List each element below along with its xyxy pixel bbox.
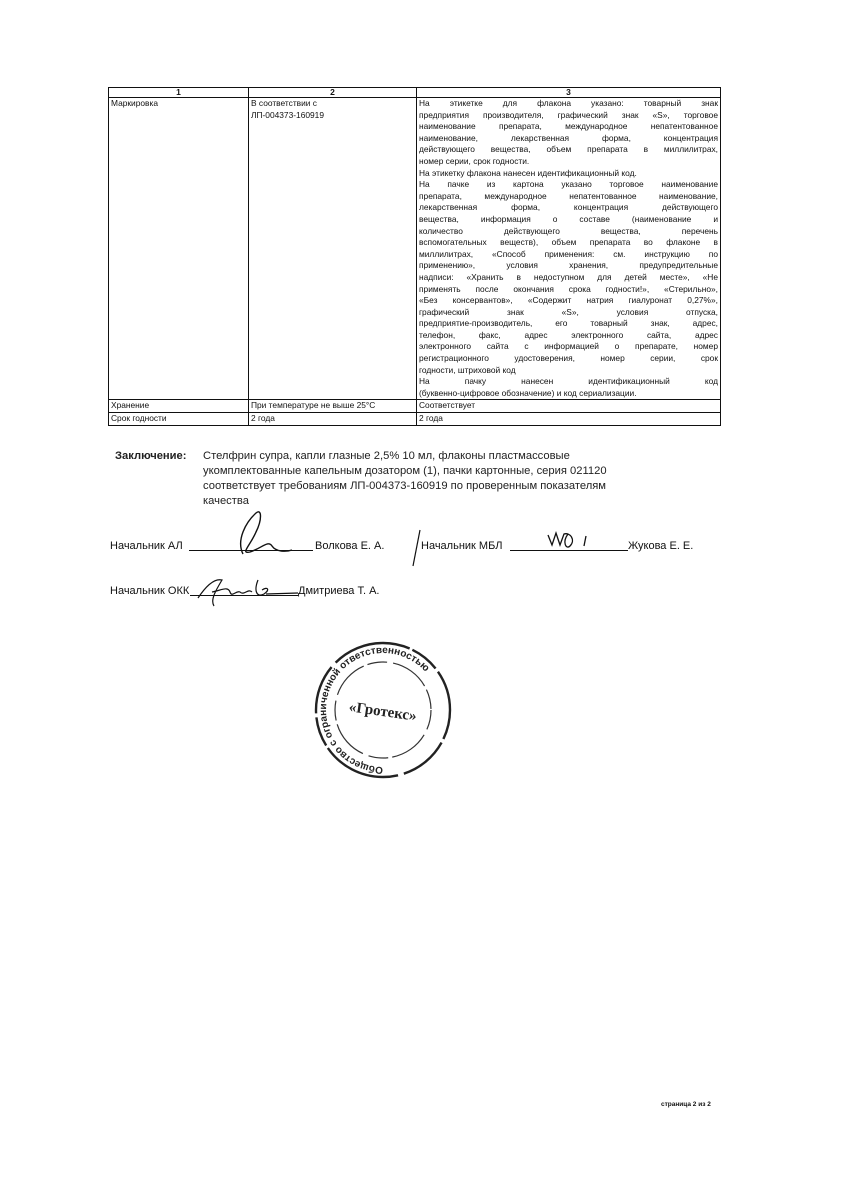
signature-name-mbl: Жукова Е. Е. bbox=[628, 540, 694, 552]
shelf-life-result: 2 года bbox=[417, 413, 721, 426]
table-row-shelf-life bbox=[109, 413, 721, 426]
result-line: (буквенно-цифровое обозначение) и код сериализации. bbox=[419, 387, 637, 398]
result-line: годности, штриховой код bbox=[419, 364, 516, 375]
result-line: количество действующего вещества, перечень bbox=[419, 225, 718, 236]
result-line: электронного сайта с информацией о препарате, номер bbox=[419, 341, 718, 352]
conclusion-text bbox=[203, 449, 663, 509]
result-line: лекарственная форма, концентрация действующего bbox=[419, 202, 718, 213]
conclusion-line: Стелфрин супра, капли глазные 2,5% 10 мл, флаконы пластмассовые bbox=[203, 450, 570, 462]
marking-result bbox=[417, 98, 721, 400]
conclusion-label: Заключение: bbox=[115, 450, 187, 462]
result-line: применению», условия хранения, предупредительные bbox=[419, 260, 718, 271]
result-line: наименование препарата, международное непатентованное bbox=[419, 121, 718, 132]
signature-name-okk: Дмитриева Т. А. bbox=[298, 585, 380, 597]
header-col-2: 2 bbox=[249, 88, 417, 98]
result-line: применять после окончания срока годности!», «Стерильно», bbox=[419, 283, 718, 294]
result-line: миллилитрах, «Способ применения: см. инструкцию по bbox=[419, 248, 718, 259]
result-line: «Без консервантов», «Содержит натрия гиалуронат 0,27%», bbox=[419, 295, 718, 306]
svg-text:«Гротекс»: «Гротекс» bbox=[347, 699, 418, 725]
storage-result: Соответствует bbox=[417, 400, 721, 413]
table-header-row bbox=[109, 88, 721, 98]
result-line: На пачку нанесен идентификационный код bbox=[419, 376, 718, 387]
storage-name: Хранение bbox=[109, 400, 249, 413]
signature-title-al: Начальник АЛ bbox=[110, 540, 183, 552]
result-line: На этикетку флакона нанесен идентификационный код. bbox=[419, 167, 637, 178]
result-line: наименование, лекарственная форма, концентрация bbox=[419, 132, 718, 143]
table-row-marking bbox=[109, 98, 721, 400]
conclusion-line: качества bbox=[203, 495, 249, 507]
page-number: страница 2 из 2 bbox=[661, 1101, 711, 1108]
result-line: вещества, информация о составе (наименование и bbox=[419, 213, 718, 224]
result-line: предприятия производителя, графический знак «S», торговое bbox=[419, 109, 718, 120]
signature-title-okk: Начальник ОКК bbox=[110, 585, 190, 597]
signature-line bbox=[510, 538, 628, 551]
result-line: телефон, факс, адрес электронного сайта, адрес bbox=[419, 329, 718, 340]
result-line: вспомогательных веществ), объем препарата во флаконе в bbox=[419, 237, 718, 248]
table-row-storage bbox=[109, 400, 721, 413]
shelf-life-name: Срок годности bbox=[109, 413, 249, 426]
result-line: предприятие-производитель, его товарный знак, адрес, bbox=[419, 318, 718, 329]
signature-name-al: Волкова Е. А. bbox=[315, 540, 385, 552]
result-line: препарата, международное непатентованное наименование, bbox=[419, 190, 718, 201]
marking-name: Маркировка bbox=[109, 98, 249, 400]
requirement-line: ЛП-004373-160919 bbox=[251, 109, 324, 120]
result-line: На пачке из картона указано торговое наименование bbox=[419, 179, 718, 190]
header-col-1: 1 bbox=[109, 88, 249, 98]
result-line: номер серии, срок годности. bbox=[419, 155, 530, 166]
result-line: графический знак «S», условия отпуска, bbox=[419, 306, 718, 317]
shelf-life-requirement: 2 года bbox=[249, 413, 417, 426]
result-line: На этикетке для флакона указано: товарный знак bbox=[419, 98, 718, 108]
results-table bbox=[108, 87, 721, 426]
storage-requirement: При температуре не выше 25°С bbox=[249, 400, 417, 413]
requirement-line: В соответствии с bbox=[251, 98, 317, 108]
conclusion-line: укомплектованные капельным дозатором (1), пачки картонные, серия 021120 bbox=[203, 465, 607, 477]
result-line: действующего вещества, объем препарата в миллилитрах, bbox=[419, 144, 718, 155]
conclusion-line: соответствует требованиям ЛП-004373-160919 по проверенным показателям bbox=[203, 480, 606, 492]
header-col-3: 3 bbox=[417, 88, 721, 98]
signature-title-mbl: Начальник МБЛ bbox=[421, 540, 503, 552]
result-line: регистрационного удостоверения, номер серии, срок bbox=[419, 353, 718, 364]
svg-text:Общество с ограниченной ответс: Общество с ограниченной ответственностью bbox=[317, 644, 432, 776]
signature-line bbox=[189, 538, 313, 551]
result-line: надписи: «Хранить в недоступном для детей месте», «Не bbox=[419, 271, 718, 282]
marking-requirement bbox=[249, 98, 417, 400]
